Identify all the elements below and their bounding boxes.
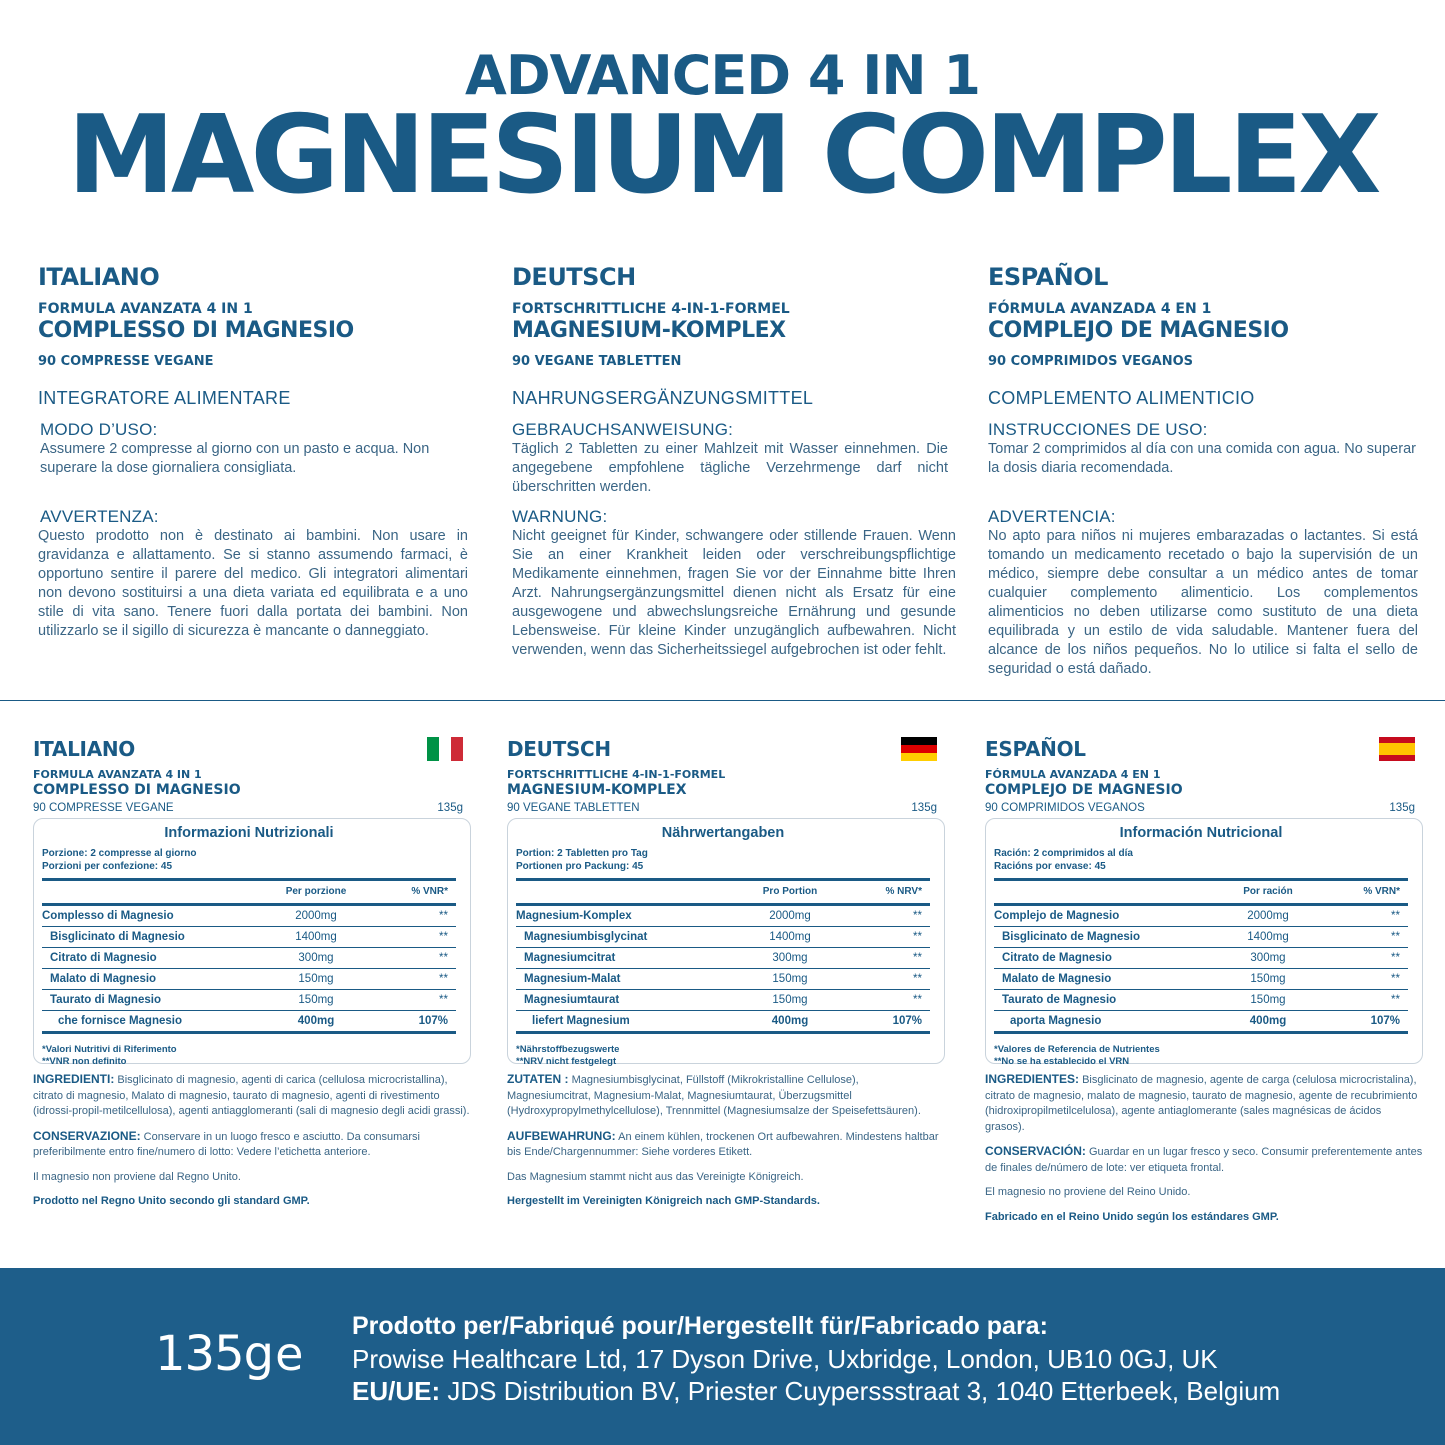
label-product-name: COMPLESSO DI MAGNESIO (33, 782, 241, 798)
top-supplement: NAHRUNGSERGÄNZUNGSMITTEL (512, 388, 814, 408)
top-lang: DEUTSCH (512, 263, 636, 291)
table-row (42, 906, 456, 927)
nutrient-reference: ** (913, 931, 922, 943)
label-weight: 135g (1389, 802, 1415, 814)
label-formula: FÓRMULA AVANZADA 4 EN 1 (985, 768, 1161, 781)
label-formula: FORTSCHRITTLICHE 4-IN-1-FORMEL (507, 768, 726, 781)
label-count-row (33, 801, 471, 815)
label-column-espanol (985, 737, 1423, 1225)
storage (985, 1144, 1423, 1176)
nutrient-amount: 1400mg (1247, 931, 1289, 943)
table-row (994, 927, 1408, 948)
table-header (994, 881, 1408, 906)
top-warn-title: WARNUNG: (512, 507, 608, 526)
label-weight: 135g (911, 802, 937, 814)
table-row (42, 969, 456, 990)
eu-address (352, 1375, 1280, 1407)
estimated-sign-icon: e (275, 1327, 303, 1381)
nutrient-amount: 400mg (771, 1015, 809, 1027)
nutrient-amount: 150mg (1250, 994, 1286, 1006)
nutrient-reference: ** (913, 952, 922, 964)
nutrient-amount: 150mg (1250, 973, 1286, 985)
top-supplement: INTEGRATORE ALIMENTARE (38, 388, 291, 408)
nutrient-amount: 1400mg (295, 931, 337, 943)
table-row (994, 906, 1408, 927)
nutrient-reference: ** (1391, 931, 1400, 943)
flag-icon (901, 737, 937, 761)
table-row (516, 969, 930, 990)
table-row (42, 990, 456, 1011)
nutrition-table (507, 818, 945, 1067)
flag-stripe (901, 745, 937, 753)
nutrient-reference: ** (913, 910, 922, 922)
header-title: MAGNESIUM COMPLEX (67, 93, 1378, 218)
top-lang: ESPAÑOL (988, 263, 1108, 291)
nutrient-reference: ** (1391, 910, 1400, 922)
label-lang: ITALIANO (33, 737, 136, 761)
nutrient-name: Complesso di Magnesio (42, 910, 174, 922)
nutrient-name: Citrato di Magnesio (50, 952, 157, 964)
nutrient-name: Bisglicinato di Magnesio (50, 931, 185, 943)
nutrient-name: aporta Magnesio (1010, 1015, 1102, 1027)
ingredients (33, 1072, 471, 1120)
nutrient-amount: 300mg (298, 952, 334, 964)
header-blank (516, 885, 730, 899)
label-weight: 135g (437, 802, 463, 814)
nutrient-amount: 1400mg (769, 931, 811, 943)
nutrient-reference: ** (439, 994, 448, 1006)
table-row (516, 990, 930, 1011)
header-line1: ADVANCED 4 IN 1 (465, 44, 980, 107)
nutrient-name: Magnesium-Malat (524, 973, 621, 985)
flag-stripe (901, 753, 937, 761)
label-count-row (507, 801, 945, 815)
serving-size: Ración: 2 comprimidos al día (994, 848, 1133, 859)
storage (33, 1129, 471, 1161)
nutrient-amount: 150mg (298, 973, 334, 985)
header-reference: % VNR* (411, 886, 448, 897)
ingredients-title: INGREDIENTI: (33, 1072, 115, 1086)
header-reference: % VRN* (1363, 886, 1400, 897)
label-count-row (985, 801, 1423, 815)
top-formula: FORTSCHRITTLICHE 4-IN-1-FORMEL (512, 301, 790, 317)
top-product-name: COMPLESSO DI MAGNESIO (38, 318, 354, 343)
table-footnotes (994, 1044, 1408, 1068)
table-row (994, 1011, 1408, 1034)
nutrient-amount: 400mg (297, 1015, 335, 1027)
table-footnotes (42, 1044, 456, 1068)
nutrition-title: Informazioni Nutrizionali (164, 825, 334, 841)
top-warn-text: Nicht geeignet für Kinder, schwangere oder stillende Frauen. Wenn Sie an einer Krankheit leiden oder verschreibungspflichtige Medikamente einnehmen, fragen Sie vor der Einnahme bitte Ihren Arzt. Nahrungsergänzungsmittel dienen nicht als Ersatz für eine ausgewogene und abwechslungsreiche Ernährung und gesunde Lebensweise. Für kleine Kinder unzugänglich aufbewahren. Nicht verwenden, wenn das Sicherheitssiegel aufgebrochen ist oder fehlt. (512, 528, 956, 658)
section-divider (0, 700, 1445, 701)
serving-size: Portion: 2 Tabletten pro Tag (516, 848, 648, 859)
header-per-serving: Pro Portion (762, 886, 818, 897)
top-column-deutsch (512, 262, 956, 660)
top-warn-text: Questo prodotto non è destinato ai bambini. Non usare in gravidanza e allattamento. Se si stanno assumendo farmaci, è opportuno sentire il parere del medico. Gli integratori alimentari non devono sostituirsi a una dieta variata ed equilibrata e a uno stile di vita sano. Tenere fuori dalla portata dei bambini. Non utilizzarlo se il sigillo di sicurezza è mancante o danneggiato. (38, 528, 468, 639)
eu-label: EU/UE: (352, 1376, 441, 1406)
label-product-name: COMPLEJO DE MAGNESIO (985, 782, 1183, 798)
top-use-text: Tomar 2 comprimidos al día con una comida con agua. No superar la dosis diaria recomendada. (988, 441, 1416, 476)
table-row (42, 948, 456, 969)
footnote-reference: *Nährstoffbezugswerte (516, 1044, 620, 1055)
nutrient-name: Magnesiumbisglycinat (524, 931, 648, 943)
flag-stripe (451, 737, 463, 761)
nutrient-name: Magnesium-Komplex (516, 910, 632, 922)
servings-per-pack: Racións por envase: 45 (994, 861, 1106, 872)
nutrient-name: Taurato de Magnesio (1002, 994, 1117, 1006)
nutrient-reference: ** (913, 973, 922, 985)
top-formula: FORMULA AVANZATA 4 IN 1 (38, 301, 253, 317)
top-use-title: MODO D’USO: (40, 420, 158, 439)
eu-address-text: JDS Distribution BV, Priester Cuyperssstraat 3, 1040 Etterbeek, Belgium (440, 1376, 1281, 1406)
footnote-undefined: **No se ha establecido el VRN (994, 1056, 1130, 1067)
ingredients-title: ZUTATEN : (507, 1072, 569, 1086)
nutrient-name: Complejo de Magnesio (994, 910, 1120, 922)
table-row (516, 906, 930, 927)
header-per-serving: Per porzione (285, 886, 347, 897)
label-column-italiano (33, 737, 471, 1210)
serving-info (994, 847, 1408, 873)
table-row (994, 969, 1408, 990)
nutrition-table (33, 818, 471, 1067)
table-row (516, 1011, 930, 1034)
nutrient-reference: ** (439, 973, 448, 985)
nutrient-name: liefert Magnesium (532, 1015, 630, 1027)
serving-size: Porzione: 2 compresse al giorno (42, 848, 197, 859)
label-product-name: MAGNESIUM-KOMPLEX (507, 782, 687, 798)
top-warn-title: AVVERTENZA: (40, 507, 159, 526)
net-weight (155, 1324, 302, 1384)
top-count: 90 COMPRESSE VEGANE (38, 354, 214, 369)
top-warn-title: ADVERTENCIA: (988, 507, 1116, 526)
nutrition-table (985, 818, 1423, 1067)
flag-stripe (439, 737, 451, 761)
ingredients (507, 1072, 945, 1120)
gmp-note: Hergestellt im Vereinigten Königreich nach GMP-Standards. (507, 1195, 820, 1207)
table-header (42, 881, 456, 906)
label-count: 90 COMPRESSE VEGANE (33, 802, 174, 814)
top-count: 90 COMPRIMIDOS VEGANOS (988, 354, 1193, 369)
table-row (42, 1011, 456, 1034)
top-formula: FÓRMULA AVANZADA 4 EN 1 (988, 301, 1212, 317)
storage-title: AUFBEWAHRUNG: (507, 1128, 616, 1143)
nutrition-title: Información Nutricional (1119, 825, 1283, 841)
flag-icon (427, 737, 463, 761)
nutrient-amount: 400mg (1249, 1015, 1287, 1027)
top-product-name: COMPLEJO DE MAGNESIO (988, 318, 1289, 343)
ingredients-text: Bisglicinato di magnesio, agenti di carica (cellulosa microcristallina), citrato di magnesio, Malato di magnesio, taurato di magnesio, agenti di rivestimento (idrossi-propil-metilcellulosa), agenti antiagglomeranti (sali di magnesio degli acidi grassi). (33, 1074, 470, 1117)
footnote-undefined: **VNR non definito (42, 1056, 127, 1067)
nutrient-amount: 150mg (772, 973, 808, 985)
nutrient-name: che fornisce Magnesio (58, 1015, 182, 1027)
nutrient-reference: 107% (418, 1015, 448, 1027)
nutrient-name: Magnesiumtaurat (524, 994, 620, 1006)
footnote-reference: *Valori Nutritivi di Riferimento (42, 1044, 177, 1055)
storage-text: An einem kühlen, trockenen Ort aufbewahren. Mindestens haltbar bis Ende/Chargennummer: Siehe vorderes Etikett. (507, 1130, 939, 1158)
flag-stripe (1379, 755, 1415, 761)
top-column-espanol (988, 262, 1418, 679)
top-count: 90 VEGANE TABLETTEN (512, 354, 682, 369)
label-column-deutsch (507, 737, 945, 1210)
storage-text: Guardar en un lugar fresco y seco. Consumir preferentemente antes de finales de/número de lote: ver etiqueta frontal. (985, 1146, 1423, 1174)
footnote-undefined: **NRV nicht festgelegt (516, 1056, 617, 1067)
table-row (516, 927, 930, 948)
servings-per-pack: Porzioni per confezione: 45 (42, 861, 173, 872)
manufacturer-address: Prowise Healthcare Ltd, 17 Dyson Drive, Uxbridge, London, UB10 0GJ, UK (352, 1344, 1218, 1374)
flag-stripe (1379, 743, 1415, 755)
top-column-italiano (38, 262, 468, 641)
origin-note: Das Magnesium stammt nicht aus das Vereinigte Königreich. (507, 1170, 804, 1183)
label-lang: DEUTSCH (507, 737, 611, 761)
nutrient-amount: 2000mg (769, 910, 811, 922)
nutrient-name: Magnesiumcitrat (524, 952, 616, 964)
serving-info (42, 847, 456, 873)
nutrient-amount: 2000mg (295, 910, 337, 922)
flag-icon (1379, 737, 1415, 761)
nutrient-reference: ** (439, 931, 448, 943)
label-count: 90 VEGANE TABLETTEN (507, 802, 640, 814)
storage-text: Conservare in un luogo fresco e asciutto. Da consumarsi preferibilmente entro fine/numero di lotto: Vedere l’etichetta anteriore. (33, 1130, 420, 1158)
storage (507, 1129, 945, 1161)
header-reference: % NRV* (885, 886, 922, 897)
table-row (42, 927, 456, 948)
made-for-heading: Prodotto per/Fabriqué pour/Hergestellt für/Fabricado para: (352, 1312, 1048, 1340)
nutrition-title: Nährwertangaben (661, 825, 785, 841)
nutrient-reference: ** (1391, 973, 1400, 985)
origin-note: Il magnesio non proviene dal Regno Unito. (33, 1170, 241, 1183)
table-row (994, 948, 1408, 969)
gmp-note: Fabricado en el Reino Unido según los estándares GMP. (985, 1210, 1279, 1223)
serving-info (516, 847, 930, 873)
header-blank (42, 885, 256, 899)
nutrient-amount: 300mg (772, 952, 808, 964)
nutrient-name: Malato de Magnesio (1002, 973, 1112, 985)
nutrient-reference: ** (439, 910, 448, 922)
label-formula: FORMULA AVANZATA 4 IN 1 (33, 768, 202, 781)
nutrient-reference: 107% (892, 1015, 922, 1027)
ingredients (985, 1072, 1423, 1135)
table-row (516, 948, 930, 969)
gmp-note: Prodotto nel Regno Unito secondo gli standard GMP. (33, 1195, 310, 1207)
flag-stripe (901, 737, 937, 745)
servings-per-pack: Portionen pro Packung: 45 (516, 861, 644, 872)
flag-stripe (427, 737, 439, 761)
table-header (516, 881, 930, 906)
ingredients-text: Bisglicinato de magnesio, agente de carga (celulosa microcristalina), citrato de magnesio, malato de magnesio, taurato de magnesio, agente de recubrimiento (hidroxipropilmetilcelulosa), agente antiaglomerante (sales magnésicas de ácidos grasos). (985, 1074, 1418, 1133)
net-weight-value: 135g (155, 1326, 274, 1382)
top-use-text: Assumere 2 compresse al giorno con un pasto e acqua. Non superare la dose giornaliera consigliata. (40, 441, 430, 476)
nutrient-name: Bisglicinato de Magnesio (1002, 931, 1141, 943)
nutrient-amount: 150mg (772, 994, 808, 1006)
top-lang: ITALIANO (38, 263, 160, 291)
table-footnotes (516, 1044, 930, 1068)
nutrient-amount: 150mg (298, 994, 334, 1006)
label-count: 90 COMPRIMIDOS VEGANOS (985, 802, 1145, 814)
ingredients-text: Magnesiumbisglycinat, Füllstoff (Mikrokristalline Cellulose), Magnesiumcitrat, Magnesium-Malat, Magnesiumtaurat, Überzugsmittel (Hydroxypropylmethylcellulose), Trennmittel (Magnesiumsalze der Speisefettsäuren). (507, 1074, 921, 1117)
origin-note: El magnesio no proviene del Reino Unido. (985, 1186, 1191, 1198)
label-lang: ESPAÑOL (985, 737, 1086, 761)
nutrient-reference: ** (1391, 952, 1400, 964)
nutrient-name: Malato di Magnesio (50, 973, 157, 985)
nutrient-amount: 300mg (1250, 952, 1286, 964)
table-row (994, 990, 1408, 1011)
footnote-reference: *Valores de Referencia de Nutrientes (994, 1044, 1160, 1055)
nutrient-reference: 107% (1370, 1015, 1400, 1027)
ingredients-title: INGREDIENTES: (985, 1072, 1080, 1086)
top-supplement: COMPLEMENTO ALIMENTICIO (988, 388, 1255, 408)
header-blank (994, 885, 1208, 899)
top-product-name: MAGNESIUM-KOMPLEX (512, 318, 786, 343)
nutrient-name: Citrato de Magnesio (1002, 952, 1112, 964)
header-per-serving: Por ración (1243, 886, 1293, 897)
storage-title: CONSERVACIÓN: (985, 1144, 1086, 1158)
top-use-text: Täglich 2 Tabletten zu einer Mahlzeit mit Wasser einnehmen. Die angegebene empfohlene tägliche Verzehrmenge darf nicht überschritten werden. (512, 441, 948, 495)
storage-title: CONSERVAZIONE: (33, 1128, 141, 1143)
top-use-title: GEBRAUCHSANWEISUNG: (512, 420, 734, 439)
top-warn-text: No apto para niños ni mujeres embarazadas o lactantes. Si está tomando un medicamento recetado o bajo la supervisión de un médico, siempre debe consultar a un médico antes de tomar cualquier complemento alimenticio. Los complementos alimenticios no deben utilizarse como sustituto de una dieta equilibrada y un estilo de vida saludable. Mantener fuera del alcance de los niños pequeños. No lo utilice si falta el sello de seguridad o está dañado. (988, 528, 1418, 677)
top-use-title: INSTRUCCIONES DE USO: (988, 420, 1208, 439)
nutrient-reference: ** (1391, 994, 1400, 1006)
nutrient-reference: ** (913, 994, 922, 1006)
nutrient-amount: 2000mg (1247, 910, 1289, 922)
nutrient-reference: ** (439, 952, 448, 964)
nutrient-name: Taurato di Magnesio (50, 994, 161, 1006)
footer-band (0, 1268, 1445, 1445)
